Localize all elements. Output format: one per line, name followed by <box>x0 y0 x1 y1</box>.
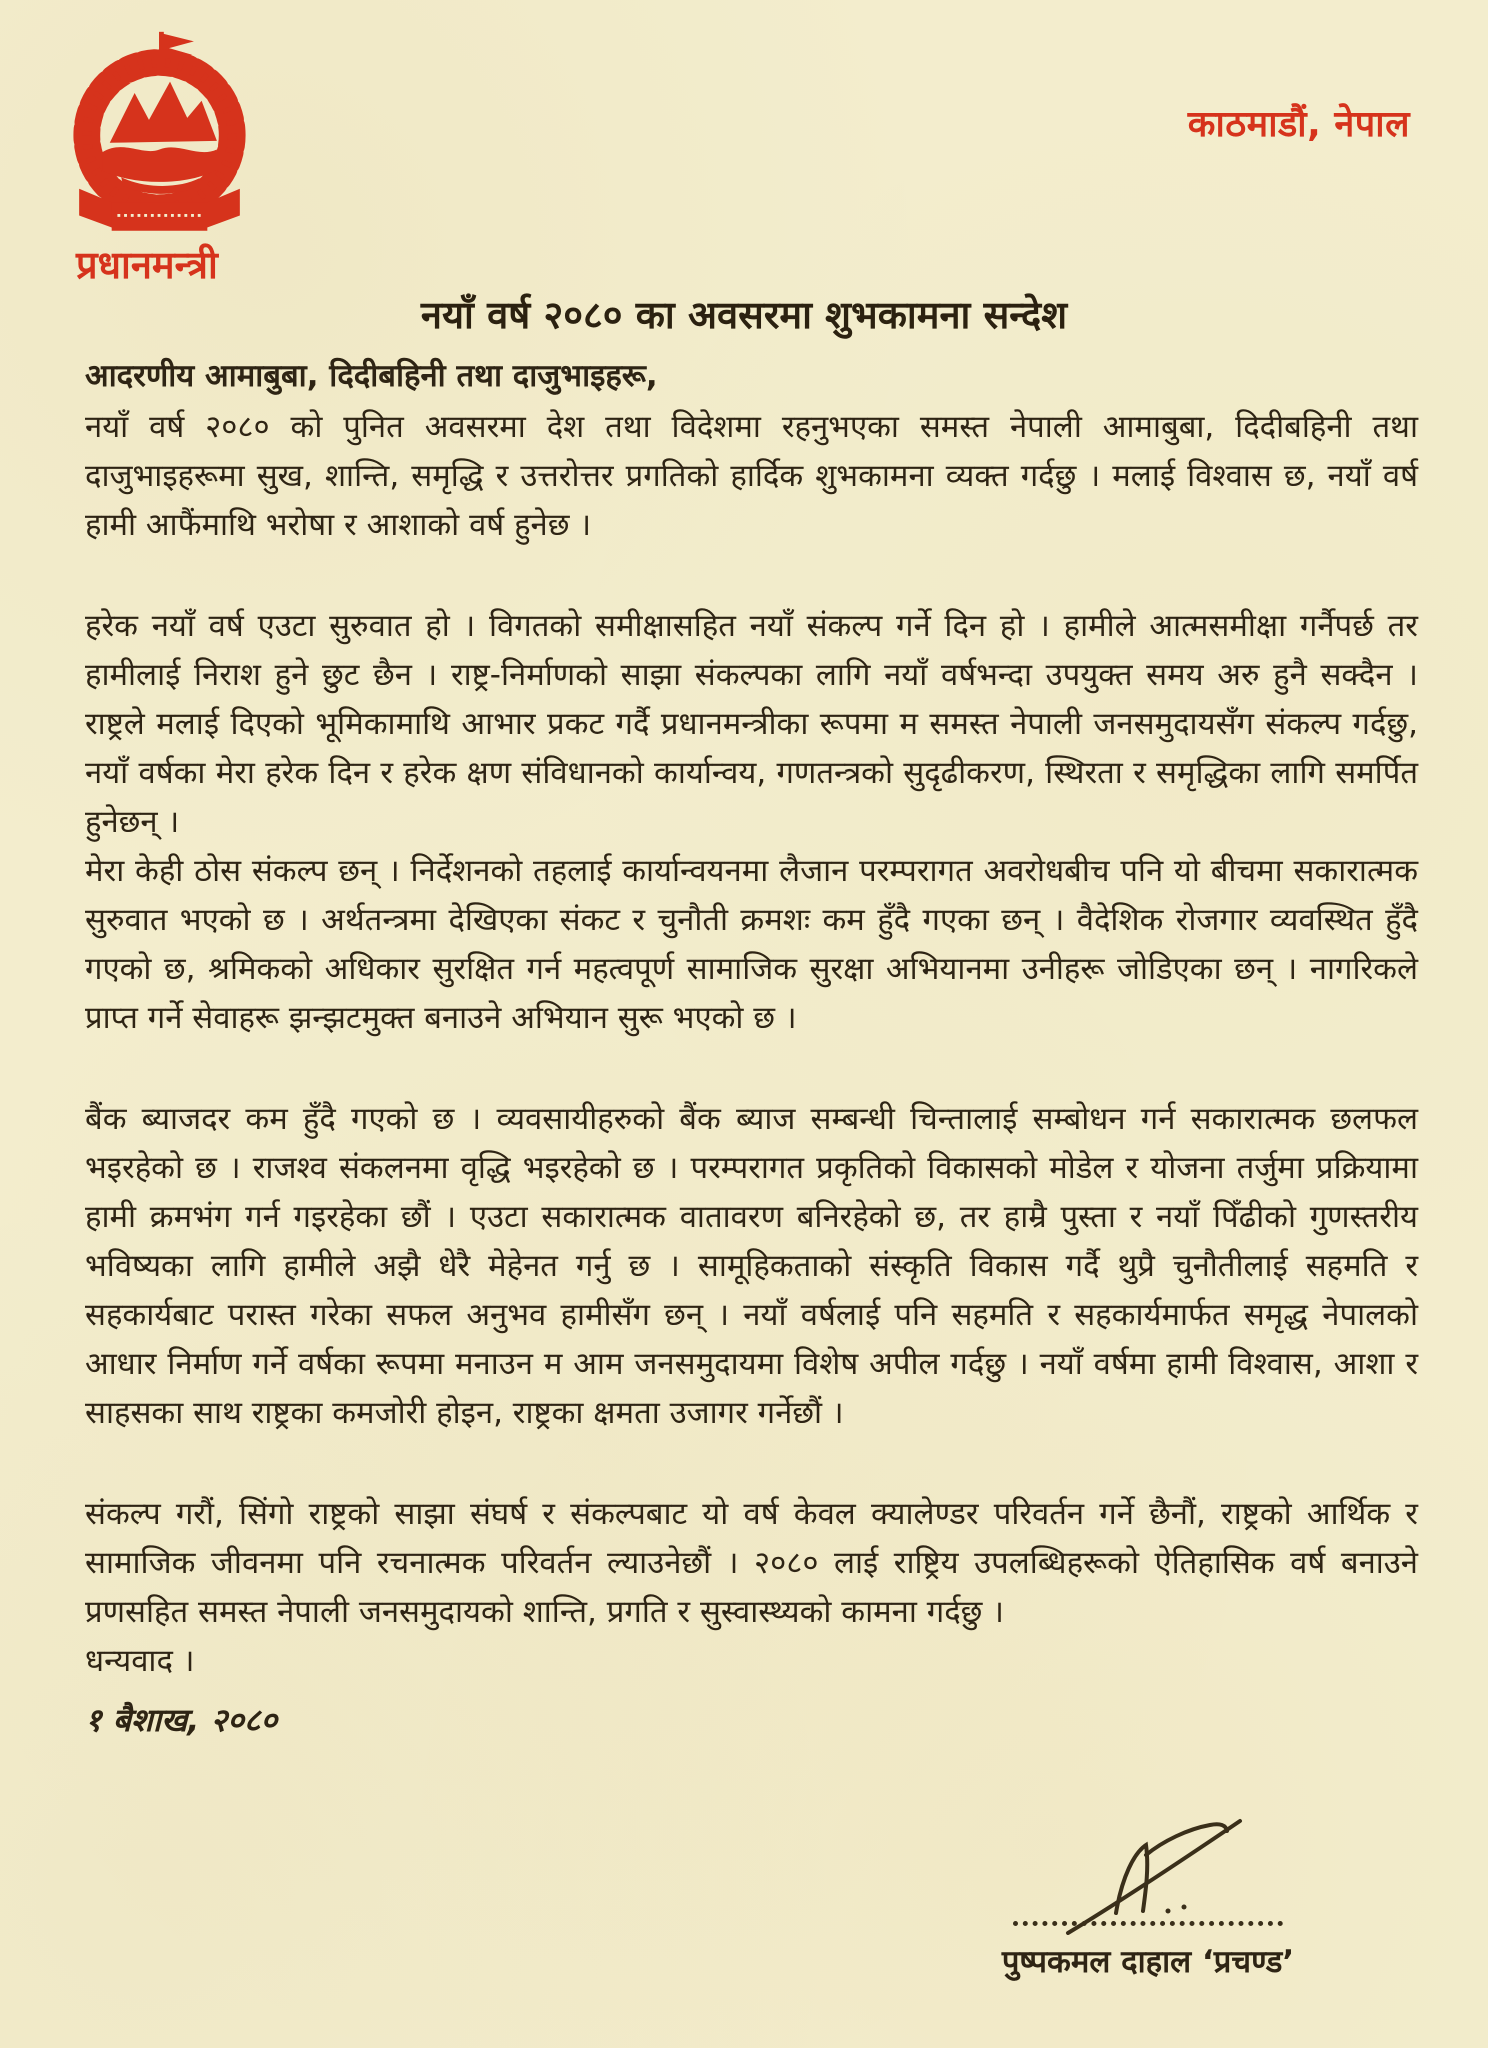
spacer <box>85 1438 1418 1490</box>
signature-dotted-line <box>1013 1921 1283 1926</box>
paragraph-1: नयाँ वर्ष २०८० को पुनित अवसरमा देश तथा विदेशमा रहनुभएका समस्त नेपाली आमाबुबा, दिदीबहिनी तथा दाजुभाइहरूमा सुख, शान्ति, समृद्धि र उत्तरोत्तर प्रगतिको हार्दिक शुभकामना व्यक्त गर्दछु । मलाई विश्वास छ, नयाँ वर्ष हामी आफैंमाथि भरोषा र आशाको वर्ष हुनेछ । <box>85 409 1418 543</box>
nepal-emblem-icon <box>52 28 267 248</box>
paragraph-3: मेरा केही ठोस संकल्प छन् । निर्देशनको तहलाई कार्यान्वयनमा लैजान परम्परागत अवरोधबीच पनि यो बीचमा सकारात्मक सुरुवात भएको छ । अर्थतन्त्रमा देखिएका संकट र चुनौती क्रमशः कम हुँदै गएका छन् । वैदेशिक रोजगार व्यवस्थित हुँदै गएको छ, श्रमिकको अधिकार सुरक्षित गर्न महत्वपूर्ण सामाजिक सुरक्षा अभियानमा उनीहरू जोडिएका छन् । नागरिकले प्राप्त गर्ने सेवाहरू झन्झटमुक्त बनाउने अभियान सुरू भएको छ । <box>85 853 1418 1036</box>
office-label: प्रधानमन्त्री <box>76 243 218 287</box>
signatory-name: पुष्पकमल दाहाल ‘प्रचण्ड’ <box>1001 1944 1295 1980</box>
paragraph-4: बैंक ब्याजदर कम हुँदै गएको छ । व्यवसायीहरुको बैंक ब्याज सम्बन्धी चिन्तालाई सम्बोधन गर्न सकारात्मक छलफल भइरहेको छ । राजश्व संकलनमा वृद्धि भइरहेको छ । परम्परागत प्रकृतिको विकासको मोडेल र योजना तर्जुमा प्रक्रियामा हामी क्रमभंग गर्न गइरहेका छौं । एउटा सकारात्मक वातावरण बनिरहेको छ, तर हाम्रै पुस्ता र नयाँ पिँढीको गुणस्तरीय भविष्यका लागि हामीले अझै धेरै मेहेनत गर्नु छ । सामूहिकताको संस्कृति विकास गर्दै थुप्रै चुनौतीलाई सहमति र सहकार्यबाट परास्त गरेका सफल अनुभव हामीसँग छन् । नयाँ वर्षलाई पनि सहमति र सहकार्यमार्फत समृद्ध नेपालको आधार निर्माण गर्ने वर्षका रूपमा मनाउन म आम जनसमुदायमा विशेष अपील गर्दछु । नयाँ वर्षमा हामी विश्वास, आशा र साहसका साथ राष्ट्रका कमजोरी होइन, राष्ट्रका क्षमता उजागर गर्नेछौं । <box>85 1101 1418 1431</box>
paragraph-2: हरेक नयाँ वर्ष एउटा सुरुवात हो । विगतको समीक्षासहित नयाँ संकल्प गर्ने दिन हो । हामीले आत्मसमीक्षा गर्नैपर्छ तर हामीलाई निराश हुने छुट छैन । राष्ट्र-निर्माणको साझा संकल्पका लागि नयाँ वर्षभन्दा उपयुक्त समय अरु हुनै सक्दैन । राष्ट्रले मलाई दिएको भूमिकामाथि आभार प्रकट गर्दै प्रधानमन्त्रीका रूपमा म समस्त नेपाली जनसमुदायसँग संकल्प गर्दछु, नयाँ वर्षका मेरा हरेक दिन र हरेक क्षण संविधानको कार्यान्वय, गणतन्त्रको सुदृढीकरण, स्थिरता र समृद्धिका लागि समर्पित हुनेछन् । <box>85 608 1418 840</box>
letterhead-location: काठमाडौं, नेपाल <box>1187 104 1410 145</box>
handwritten-signature-icon <box>998 1815 1298 1935</box>
closing-line: धन्यवाद । <box>85 1643 195 1679</box>
signature-block <box>958 1815 1338 1982</box>
spacer <box>85 550 1418 602</box>
letter-title: नयाँ वर्ष २०८० का अवसरमा शुभकामना सन्देश <box>420 293 1068 337</box>
salutation: आदरणीय आमाबुबा, दिदीबहिनी तथा दाजुभाइहरू, <box>85 358 658 394</box>
date-line: १ बैशाख, २०८० <box>85 1701 278 1739</box>
letterhead <box>0 0 1488 337</box>
spacer <box>85 1043 1418 1095</box>
letter-body <box>85 352 1418 1777</box>
paragraph-5: संकल्प गरौं, सिंगो राष्ट्रको साझा संघर्ष र संकल्पबाट यो वर्ष केवल क्यालेण्डर परिवर्तन गर्ने छैनौं, राष्ट्रको आर्थिक र सामाजिक जीवनमा पनि रचनात्मक परिवर्तन ल्याउनेछौं । २०८० लाई राष्ट्रिय उपलब्धिहरूको ऐतिहासिक वर्ष बनाउने प्रणसहित समस्त नेपाली जनसमुदायको शान्ति, प्रगति र सुस्वास्थ्यको कामना गर्दछु । <box>85 1496 1418 1630</box>
